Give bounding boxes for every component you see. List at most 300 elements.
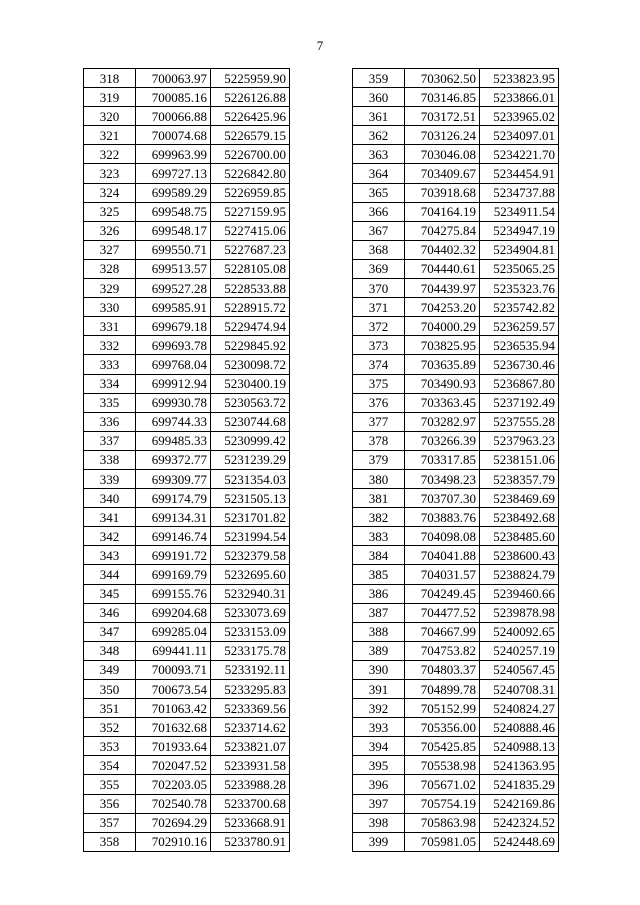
y-coordinate-cell: 5240092.65 (480, 622, 559, 641)
x-coordinate-cell: 704439.97 (405, 279, 480, 298)
table-row (353, 431, 559, 450)
table-row (84, 622, 290, 641)
x-coordinate-cell: 700063.97 (136, 69, 211, 88)
x-coordinate-cell: 704031.57 (405, 565, 480, 584)
table-row (353, 546, 559, 565)
y-coordinate-cell: 5240708.31 (480, 680, 559, 699)
y-coordinate-cell: 5239460.66 (480, 584, 559, 603)
x-coordinate-cell: 702540.78 (136, 794, 211, 813)
table-row (353, 355, 559, 374)
point-number-cell: 392 (353, 699, 405, 718)
point-number-cell: 355 (84, 775, 136, 794)
table-row (84, 775, 290, 794)
table-row (353, 450, 559, 469)
y-coordinate-cell: 5232379.58 (211, 546, 290, 565)
point-number-cell: 390 (353, 660, 405, 679)
y-coordinate-cell: 5226579.15 (211, 126, 290, 145)
table-row (84, 527, 290, 546)
point-number-cell: 318 (84, 69, 136, 88)
x-coordinate-cell: 701063.42 (136, 699, 211, 718)
table-row (84, 489, 290, 508)
table-row (353, 680, 559, 699)
x-coordinate-cell: 703062.50 (405, 69, 480, 88)
x-coordinate-cell: 703046.08 (405, 145, 480, 164)
x-coordinate-cell: 699679.18 (136, 317, 211, 336)
y-coordinate-cell: 5238485.60 (480, 527, 559, 546)
table-row (84, 756, 290, 775)
point-number-cell: 385 (353, 565, 405, 584)
table-row (84, 107, 290, 126)
table-row (84, 718, 290, 737)
table-row (353, 622, 559, 641)
point-number-cell: 379 (353, 450, 405, 469)
y-coordinate-cell: 5233192.11 (211, 660, 290, 679)
point-number-cell: 322 (84, 145, 136, 164)
y-coordinate-cell: 5234904.81 (480, 240, 559, 259)
y-coordinate-cell: 5230098.72 (211, 355, 290, 374)
point-number-cell: 389 (353, 641, 405, 660)
point-number-cell: 367 (353, 221, 405, 240)
x-coordinate-cell: 704803.37 (405, 660, 480, 679)
table-row (84, 584, 290, 603)
table-row (84, 565, 290, 584)
x-coordinate-cell: 700673.54 (136, 680, 211, 699)
table-row (353, 603, 559, 622)
x-coordinate-cell: 699930.78 (136, 393, 211, 412)
coordinates-table-left (83, 68, 290, 852)
table-row (84, 794, 290, 813)
x-coordinate-cell: 704402.32 (405, 240, 480, 259)
y-coordinate-cell: 5232695.60 (211, 565, 290, 584)
point-number-cell: 398 (353, 813, 405, 832)
x-coordinate-cell: 700074.68 (136, 126, 211, 145)
point-number-cell: 319 (84, 88, 136, 107)
point-number-cell: 342 (84, 527, 136, 546)
table-row (353, 202, 559, 221)
point-number-cell: 368 (353, 240, 405, 259)
point-number-cell: 351 (84, 699, 136, 718)
table-row (353, 756, 559, 775)
x-coordinate-cell: 700093.71 (136, 660, 211, 679)
x-coordinate-cell: 704899.78 (405, 680, 480, 699)
y-coordinate-cell: 5235742.82 (480, 298, 559, 317)
point-number-cell: 326 (84, 221, 136, 240)
x-coordinate-cell: 699550.71 (136, 240, 211, 259)
point-number-cell: 370 (353, 279, 405, 298)
x-coordinate-cell: 699963.99 (136, 145, 211, 164)
x-coordinate-cell: 702047.52 (136, 756, 211, 775)
y-coordinate-cell: 5237963.23 (480, 431, 559, 450)
x-coordinate-cell: 700066.88 (136, 107, 211, 126)
y-coordinate-cell: 5226425.96 (211, 107, 290, 126)
table-row (84, 813, 290, 832)
point-number-cell: 339 (84, 469, 136, 488)
y-coordinate-cell: 5225959.90 (211, 69, 290, 88)
point-number-cell: 369 (353, 259, 405, 278)
x-coordinate-cell: 704249.45 (405, 584, 480, 603)
y-coordinate-cell: 5242324.52 (480, 813, 559, 832)
point-number-cell: 380 (353, 469, 405, 488)
table-row (84, 680, 290, 699)
y-coordinate-cell: 5227687.23 (211, 240, 290, 259)
x-coordinate-cell: 704477.52 (405, 603, 480, 622)
table-row (84, 699, 290, 718)
table-row (353, 489, 559, 508)
y-coordinate-cell: 5228533.88 (211, 279, 290, 298)
x-coordinate-cell: 704253.20 (405, 298, 480, 317)
point-number-cell: 332 (84, 336, 136, 355)
point-number-cell: 371 (353, 298, 405, 317)
y-coordinate-cell: 5231994.54 (211, 527, 290, 546)
point-number-cell: 360 (353, 88, 405, 107)
table-row (84, 69, 290, 88)
x-coordinate-cell: 699527.28 (136, 279, 211, 298)
x-coordinate-cell: 703146.85 (405, 88, 480, 107)
point-number-cell: 348 (84, 641, 136, 660)
x-coordinate-cell: 699441.11 (136, 641, 211, 660)
y-coordinate-cell: 5238824.79 (480, 565, 559, 584)
y-coordinate-cell: 5233780.91 (211, 832, 290, 851)
x-coordinate-cell: 703918.68 (405, 183, 480, 202)
y-coordinate-cell: 5237192.49 (480, 393, 559, 412)
table-row (84, 145, 290, 164)
y-coordinate-cell: 5230563.72 (211, 393, 290, 412)
x-coordinate-cell: 704275.84 (405, 221, 480, 240)
x-coordinate-cell: 701933.64 (136, 737, 211, 756)
x-coordinate-cell: 699174.79 (136, 489, 211, 508)
table-row (84, 221, 290, 240)
point-number-cell: 374 (353, 355, 405, 374)
table-row (353, 794, 559, 813)
table-row (353, 145, 559, 164)
y-coordinate-cell: 5234947.19 (480, 221, 559, 240)
point-number-cell: 330 (84, 298, 136, 317)
table-row (353, 259, 559, 278)
y-coordinate-cell: 5240824.27 (480, 699, 559, 718)
point-number-cell: 395 (353, 756, 405, 775)
point-number-cell: 393 (353, 718, 405, 737)
table-row (84, 393, 290, 412)
x-coordinate-cell: 699589.29 (136, 183, 211, 202)
point-number-cell: 381 (353, 489, 405, 508)
point-number-cell: 361 (353, 107, 405, 126)
y-coordinate-cell: 5233700.68 (211, 794, 290, 813)
coordinates-table-right (352, 68, 559, 852)
y-coordinate-cell: 5242448.69 (480, 832, 559, 851)
y-coordinate-cell: 5233295.83 (211, 680, 290, 699)
table-row (84, 202, 290, 221)
table-row (84, 298, 290, 317)
x-coordinate-cell: 703883.76 (405, 508, 480, 527)
table-row (353, 69, 559, 88)
point-number-cell: 349 (84, 660, 136, 679)
y-coordinate-cell: 5239878.98 (480, 603, 559, 622)
x-coordinate-cell: 704440.61 (405, 259, 480, 278)
x-coordinate-cell: 701632.68 (136, 718, 211, 737)
x-coordinate-cell: 703635.89 (405, 355, 480, 374)
point-number-cell: 321 (84, 126, 136, 145)
y-coordinate-cell: 5227415.06 (211, 221, 290, 240)
y-coordinate-cell: 5240888.46 (480, 718, 559, 737)
table-row (353, 565, 559, 584)
table-row (84, 450, 290, 469)
table-row (353, 584, 559, 603)
y-coordinate-cell: 5230999.42 (211, 431, 290, 450)
y-coordinate-cell: 5231505.13 (211, 489, 290, 508)
x-coordinate-cell: 699548.75 (136, 202, 211, 221)
table-row (353, 641, 559, 660)
point-number-cell: 343 (84, 546, 136, 565)
table-row (84, 259, 290, 278)
table-row (353, 412, 559, 431)
y-coordinate-cell: 5242169.86 (480, 794, 559, 813)
table-row (84, 88, 290, 107)
x-coordinate-cell: 705981.05 (405, 832, 480, 851)
y-coordinate-cell: 5234454.91 (480, 164, 559, 183)
x-coordinate-cell: 700085.16 (136, 88, 211, 107)
y-coordinate-cell: 5233931.58 (211, 756, 290, 775)
x-coordinate-cell: 705538.98 (405, 756, 480, 775)
x-coordinate-cell: 699912.94 (136, 374, 211, 393)
x-coordinate-cell: 699372.77 (136, 450, 211, 469)
y-coordinate-cell: 5226959.85 (211, 183, 290, 202)
x-coordinate-cell: 703172.51 (405, 107, 480, 126)
y-coordinate-cell: 5228105.08 (211, 259, 290, 278)
y-coordinate-cell: 5233988.28 (211, 775, 290, 794)
point-number-cell: 364 (353, 164, 405, 183)
table-row (84, 336, 290, 355)
point-number-cell: 399 (353, 832, 405, 851)
point-number-cell: 356 (84, 794, 136, 813)
y-coordinate-cell: 5240988.13 (480, 737, 559, 756)
x-coordinate-cell: 699134.31 (136, 508, 211, 527)
x-coordinate-cell: 705671.02 (405, 775, 480, 794)
table-row (353, 832, 559, 851)
table-row (84, 412, 290, 431)
x-coordinate-cell: 699727.13 (136, 164, 211, 183)
y-coordinate-cell: 5233965.02 (480, 107, 559, 126)
point-number-cell: 357 (84, 813, 136, 832)
point-number-cell: 344 (84, 565, 136, 584)
x-coordinate-cell: 704000.29 (405, 317, 480, 336)
x-coordinate-cell: 705863.98 (405, 813, 480, 832)
y-coordinate-cell: 5233369.56 (211, 699, 290, 718)
table-row (84, 469, 290, 488)
x-coordinate-cell: 702694.29 (136, 813, 211, 832)
table-row (353, 221, 559, 240)
point-number-cell: 366 (353, 202, 405, 221)
table-row (84, 603, 290, 622)
y-coordinate-cell: 5236867.80 (480, 374, 559, 393)
x-coordinate-cell: 703363.45 (405, 393, 480, 412)
y-coordinate-cell: 5233153.09 (211, 622, 290, 641)
y-coordinate-cell: 5234911.54 (480, 202, 559, 221)
point-number-cell: 377 (353, 412, 405, 431)
y-coordinate-cell: 5241835.29 (480, 775, 559, 794)
table-row (353, 813, 559, 832)
point-number-cell: 372 (353, 317, 405, 336)
x-coordinate-cell: 702910.16 (136, 832, 211, 851)
point-number-cell: 353 (84, 737, 136, 756)
y-coordinate-cell: 5234097.01 (480, 126, 559, 145)
table-row (353, 775, 559, 794)
y-coordinate-cell: 5231239.29 (211, 450, 290, 469)
table-row (353, 469, 559, 488)
y-coordinate-cell: 5238600.43 (480, 546, 559, 565)
x-coordinate-cell: 703409.67 (405, 164, 480, 183)
point-number-cell: 328 (84, 259, 136, 278)
point-number-cell: 394 (353, 737, 405, 756)
table-row (84, 641, 290, 660)
x-coordinate-cell: 703266.39 (405, 431, 480, 450)
y-coordinate-cell: 5240257.19 (480, 641, 559, 660)
point-number-cell: 327 (84, 240, 136, 259)
y-coordinate-cell: 5233668.91 (211, 813, 290, 832)
point-number-cell: 324 (84, 183, 136, 202)
y-coordinate-cell: 5236730.46 (480, 355, 559, 374)
x-coordinate-cell: 699155.76 (136, 584, 211, 603)
table-row (353, 164, 559, 183)
x-coordinate-cell: 702203.05 (136, 775, 211, 794)
point-number-cell: 362 (353, 126, 405, 145)
point-number-cell: 336 (84, 412, 136, 431)
y-coordinate-cell: 5226700.00 (211, 145, 290, 164)
x-coordinate-cell: 704041.88 (405, 546, 480, 565)
y-coordinate-cell: 5233714.62 (211, 718, 290, 737)
table-row (353, 279, 559, 298)
x-coordinate-cell: 703498.23 (405, 469, 480, 488)
point-number-cell: 396 (353, 775, 405, 794)
point-number-cell: 333 (84, 355, 136, 374)
y-coordinate-cell: 5229474.94 (211, 317, 290, 336)
y-coordinate-cell: 5233823.95 (480, 69, 559, 88)
y-coordinate-cell: 5238492.68 (480, 508, 559, 527)
point-number-cell: 329 (84, 279, 136, 298)
point-number-cell: 345 (84, 584, 136, 603)
y-coordinate-cell: 5233175.78 (211, 641, 290, 660)
point-number-cell: 346 (84, 603, 136, 622)
y-coordinate-cell: 5226842.80 (211, 164, 290, 183)
y-coordinate-cell: 5240567.45 (480, 660, 559, 679)
table-row (84, 508, 290, 527)
table-row (353, 660, 559, 679)
x-coordinate-cell: 699485.33 (136, 431, 211, 450)
y-coordinate-cell: 5241363.95 (480, 756, 559, 775)
y-coordinate-cell: 5236259.57 (480, 317, 559, 336)
x-coordinate-cell: 703317.85 (405, 450, 480, 469)
x-coordinate-cell: 704753.82 (405, 641, 480, 660)
y-coordinate-cell: 5227159.95 (211, 202, 290, 221)
point-number-cell: 382 (353, 508, 405, 527)
point-number-cell: 337 (84, 431, 136, 450)
point-number-cell: 386 (353, 584, 405, 603)
x-coordinate-cell: 705425.85 (405, 737, 480, 756)
x-coordinate-cell: 699585.91 (136, 298, 211, 317)
x-coordinate-cell: 699146.74 (136, 527, 211, 546)
table-row (353, 88, 559, 107)
table-row (84, 737, 290, 756)
x-coordinate-cell: 705754.19 (405, 794, 480, 813)
point-number-cell: 375 (353, 374, 405, 393)
y-coordinate-cell: 5231701.82 (211, 508, 290, 527)
table-row (353, 737, 559, 756)
table-row (353, 393, 559, 412)
x-coordinate-cell: 703282.97 (405, 412, 480, 431)
point-number-cell: 320 (84, 107, 136, 126)
page-number: 7 (316, 38, 324, 53)
y-coordinate-cell: 5229845.92 (211, 336, 290, 355)
x-coordinate-cell: 703825.95 (405, 336, 480, 355)
point-number-cell: 365 (353, 183, 405, 202)
point-number-cell: 378 (353, 431, 405, 450)
point-number-cell: 387 (353, 603, 405, 622)
point-number-cell: 334 (84, 374, 136, 393)
point-number-cell: 383 (353, 527, 405, 546)
y-coordinate-cell: 5230400.19 (211, 374, 290, 393)
point-number-cell: 391 (353, 680, 405, 699)
point-number-cell: 388 (353, 622, 405, 641)
x-coordinate-cell: 699204.68 (136, 603, 211, 622)
point-number-cell: 359 (353, 69, 405, 88)
x-coordinate-cell: 699513.57 (136, 259, 211, 278)
y-coordinate-cell: 5236535.94 (480, 336, 559, 355)
y-coordinate-cell: 5230744.68 (211, 412, 290, 431)
table-row (353, 126, 559, 145)
point-number-cell: 340 (84, 489, 136, 508)
x-coordinate-cell: 699285.04 (136, 622, 211, 641)
y-coordinate-cell: 5233821.07 (211, 737, 290, 756)
table-row (353, 718, 559, 737)
y-coordinate-cell: 5233073.69 (211, 603, 290, 622)
y-coordinate-cell: 5237555.28 (480, 412, 559, 431)
point-number-cell: 350 (84, 680, 136, 699)
y-coordinate-cell: 5228915.72 (211, 298, 290, 317)
y-coordinate-cell: 5226126.88 (211, 88, 290, 107)
x-coordinate-cell: 699309.77 (136, 469, 211, 488)
y-coordinate-cell: 5238151.06 (480, 450, 559, 469)
table-row (353, 107, 559, 126)
y-coordinate-cell: 5232940.31 (211, 584, 290, 603)
point-number-cell: 347 (84, 622, 136, 641)
y-coordinate-cell: 5233866.01 (480, 88, 559, 107)
point-number-cell: 376 (353, 393, 405, 412)
x-coordinate-cell: 705356.00 (405, 718, 480, 737)
x-coordinate-cell: 699548.17 (136, 221, 211, 240)
x-coordinate-cell: 699693.78 (136, 336, 211, 355)
y-coordinate-cell: 5234221.70 (480, 145, 559, 164)
point-number-cell: 354 (84, 756, 136, 775)
table-row (84, 431, 290, 450)
point-number-cell: 323 (84, 164, 136, 183)
point-number-cell: 338 (84, 450, 136, 469)
table-row (353, 240, 559, 259)
point-number-cell: 397 (353, 794, 405, 813)
y-coordinate-cell: 5231354.03 (211, 469, 290, 488)
x-coordinate-cell: 699768.04 (136, 355, 211, 374)
table-row (84, 546, 290, 565)
table-row (353, 699, 559, 718)
table-row (353, 298, 559, 317)
point-number-cell: 384 (353, 546, 405, 565)
table-row (353, 336, 559, 355)
x-coordinate-cell: 704667.99 (405, 622, 480, 641)
point-number-cell: 373 (353, 336, 405, 355)
y-coordinate-cell: 5234737.88 (480, 183, 559, 202)
x-coordinate-cell: 699191.72 (136, 546, 211, 565)
point-number-cell: 352 (84, 718, 136, 737)
table-row (84, 832, 290, 851)
x-coordinate-cell: 704098.08 (405, 527, 480, 546)
